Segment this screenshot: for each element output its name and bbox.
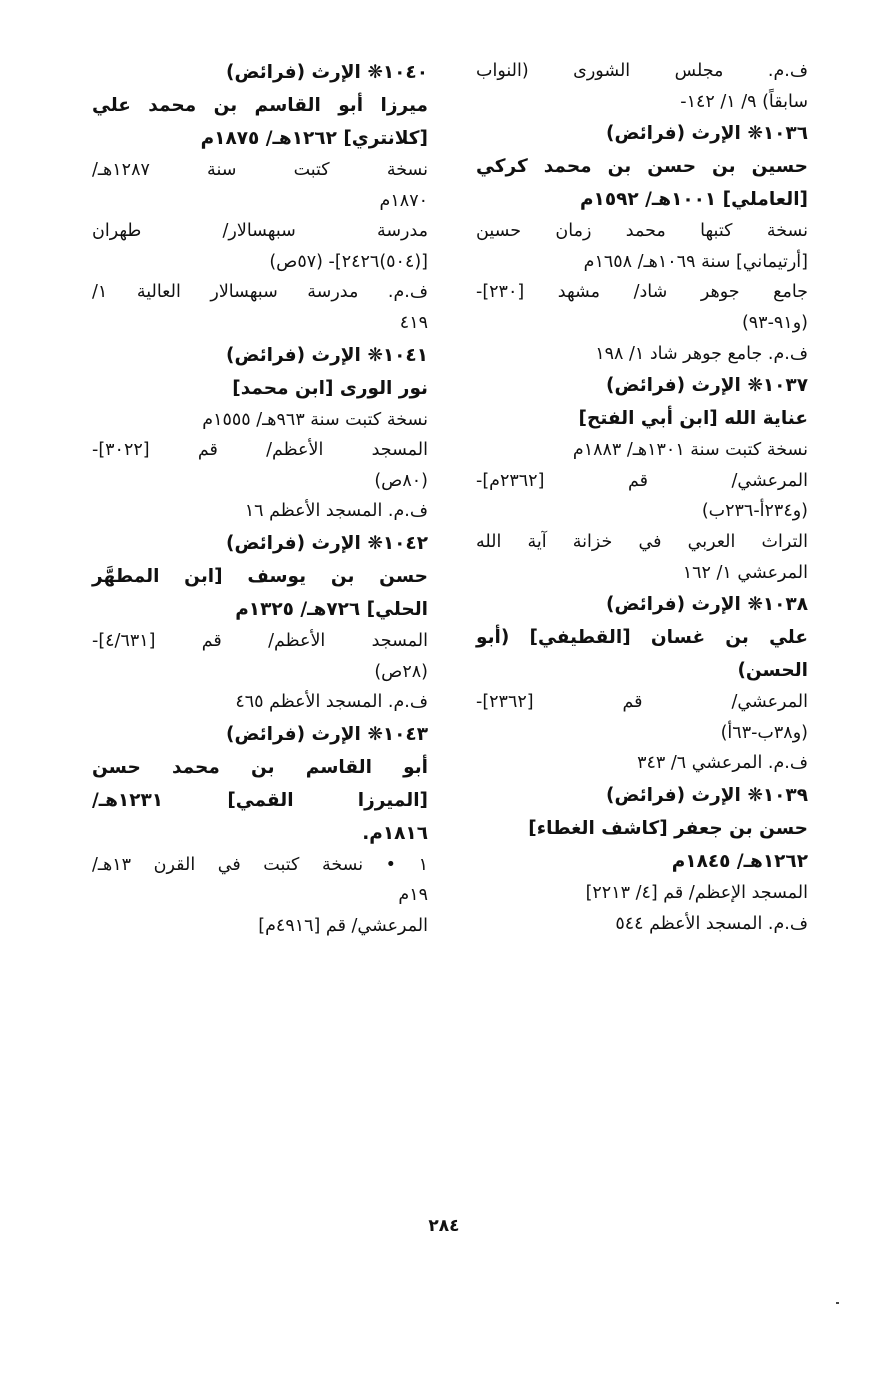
right-column-line: التراث العربي في خزانة آية الله xyxy=(476,531,808,552)
left-column-line: (٢٨ص) xyxy=(374,661,428,682)
left-column-line: ١٠٤٠❋ الإرث (فرائض) xyxy=(226,62,428,83)
right-column-line: المرعشي/ قم [٢٣٦٢]- xyxy=(476,692,808,713)
margin-mark xyxy=(836,1302,839,1304)
left-column-line: حسن بن يوسف [ابن المطهَّر xyxy=(92,565,428,587)
left-column-line: ف.م. المسجد الأعظم ١٦ xyxy=(244,501,428,522)
left-column-line: ١٨٧٠م xyxy=(379,190,428,211)
right-column-line: (و٢٣٤أ-٢٣٦ب) xyxy=(701,501,808,522)
left-column-line: [(٥٠٤)٢٤٢٦]- (٥٧ص) xyxy=(269,251,428,272)
right-column-line: ف.م. المرعشي ٦/ ٣٤٣ xyxy=(637,753,808,774)
left-column-line: نسخة كتبت سنة ١٢٨٧هـ/ xyxy=(92,160,428,180)
left-column xyxy=(92,56,428,942)
left-column-line: ف.م. المسجد الأعظم ٤٦٥ xyxy=(235,692,428,713)
right-column-line: (و٣٨ب-٦٣أ) xyxy=(720,722,808,743)
right-column-line: ف.م. المسجد الأعظم ٥٤٤ xyxy=(615,913,808,934)
left-column-line: المسجد الأعظم/ قم [٣٠٢٢]- xyxy=(92,440,428,461)
right-column-line: (و٩١-٩٣) xyxy=(741,312,808,333)
left-column-line: (٨٠ص) xyxy=(374,470,428,491)
left-column-line: ١ • نسخة كتبت في القرن ١٣هـ/ xyxy=(92,854,428,875)
left-column-line: مدرسة سبهسالار/ طهران xyxy=(92,221,428,242)
left-column-line: أبو القاسم بن محمد حسن xyxy=(92,756,428,778)
left-column-line: ١٠٤٢❋ الإرث (فرائض) xyxy=(226,532,428,554)
right-column-line: ف.م. مجلس الشورى (النواب xyxy=(476,61,808,81)
right-column-line: [العاملي] ١٠٠١هـ/ ١٥٩٢م xyxy=(579,189,808,211)
left-column-line: ١٠٤١❋ الإرث (فرائض) xyxy=(226,344,428,366)
left-column-line: ميرزا أبو القاسم بن محمد علي xyxy=(92,95,428,116)
right-column-line: نسخة كتبها محمد زمان حسين xyxy=(476,221,808,242)
right-column-line: [أرتيماني] سنة ١٠٦٩هـ/ ١٦٥٨م xyxy=(583,251,808,272)
right-column-line: حسين بن حسن بن محمد كركي xyxy=(476,156,808,178)
right-column-line: ١٠٣٩❋ الإرث (فرائض) xyxy=(606,784,808,806)
right-column-line: ١٠٣٦❋ الإرث (فرائض) xyxy=(606,123,808,145)
right-column-line: المرعشي ١/ ١٦٢ xyxy=(682,562,808,583)
right-column-line: ١٠٣٧❋ الإرث (فرائض) xyxy=(606,375,808,397)
right-column-line: المرعشي/ قم [٢٣٦٢م]- xyxy=(476,470,808,491)
right-column-line: عناية الله [ابن أبي الفتح] xyxy=(578,408,808,430)
left-column-line: المرعشي/ قم [٤٩١٦م] xyxy=(258,915,428,936)
right-column-line: حسن بن جعفر [كاشف الغطاء] xyxy=(528,817,808,839)
left-column-line: ١٨١٦م. xyxy=(362,822,428,844)
right-column-line: علي بن غسان [القطيفي] (أبو xyxy=(476,627,808,649)
left-column-line: [الميرزا القمي] ١٢٣١هـ/ xyxy=(92,789,428,811)
left-column-line: ٤١٩ xyxy=(399,312,428,333)
right-column-line: سابقاً) ٩/ ١/ ١٤٢- xyxy=(680,91,808,112)
right-column-line: المسجد الإعظم/ قم [٤/ ٢٢١٣] xyxy=(585,882,808,903)
right-column-line: ١٠٣٨❋ الإرث (فرائض) xyxy=(606,594,808,616)
left-column-line: الحلي] ٧٢٦هـ/ ١٣٢٥م xyxy=(235,598,428,620)
right-column-line: جامع جوهر شاد/ مشهد [٢٣٠]- xyxy=(476,282,808,303)
left-column-line: [كلانتري] ١٢٦٢هـ/ ١٨٧٥م xyxy=(200,128,428,149)
page-number: ٢٨٤ xyxy=(428,1216,460,1236)
right-column-line: نسخة كتبت سنة ١٣٠١هـ/ ١٨٨٣م xyxy=(572,440,808,461)
right-column xyxy=(476,56,808,939)
right-column-line: الحسن) xyxy=(737,660,808,682)
left-column-line: ف.م. مدرسة سبهسالار العالية ١/ xyxy=(92,282,428,303)
right-column-line: ف.م. جامع جوهر شاد ١/ ١٩٨ xyxy=(595,343,808,364)
left-column-line: المسجد الأعظم/ قم [٤/٦٣١]- xyxy=(92,630,428,651)
left-column-line: ١٩م xyxy=(398,885,428,906)
left-column-line: نسخة كتبت سنة ٩٦٣هـ/ ١٥٥٥م xyxy=(202,409,428,430)
left-column-line: ١٠٤٣❋ الإرث (فرائض) xyxy=(226,723,428,745)
left-column-line: نور الورى [ابن محمد] xyxy=(232,377,428,399)
right-column-line: ١٢٦٢هـ/ ١٨٤٥م xyxy=(671,850,808,872)
